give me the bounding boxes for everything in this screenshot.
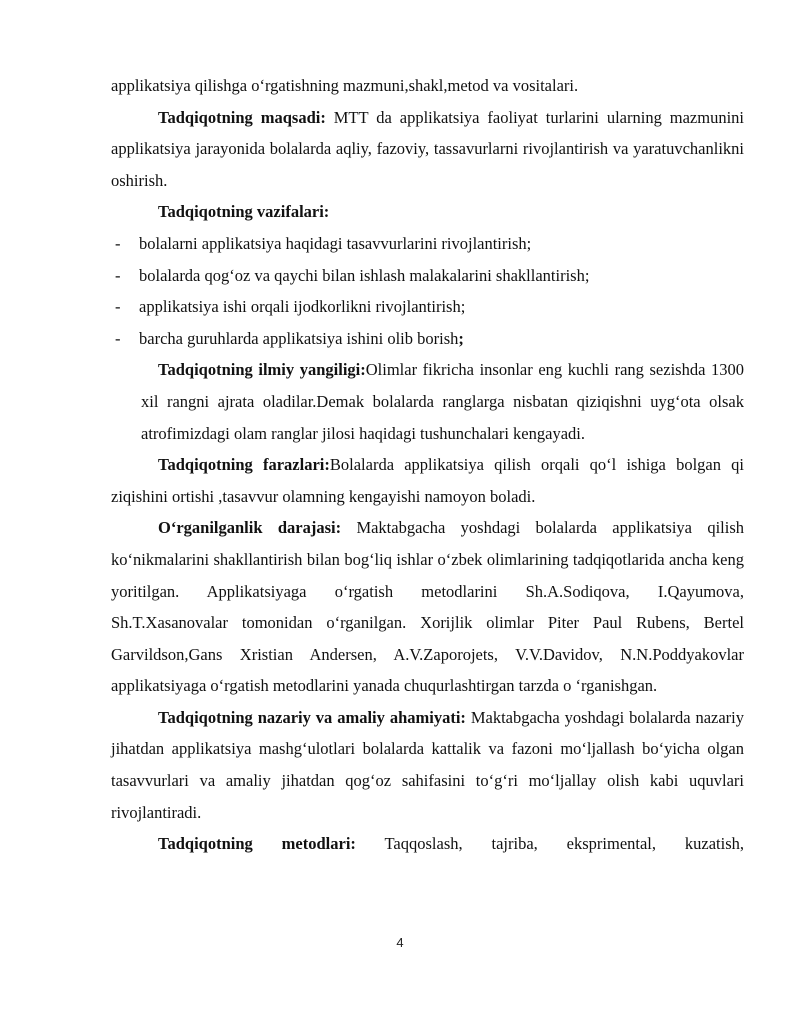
paragraph-methods: [111, 828, 744, 860]
section-label: O‘rganilganlik darajasi:: [158, 518, 342, 538]
paragraph-text: applikatsiya qilishga o‘rgatishning mazmuni,shakl,metod va vositalari.: [111, 76, 579, 95]
list-item-text: bolalarda qog‘oz va qaychi bilan ishlash malakalarini shakllantirish;: [139, 265, 590, 285]
list-item-text: applikatsiya ishi orqali ijodkorlikni rivojlantirish;: [139, 297, 466, 317]
paragraph-text: Maktabgacha yoshdagi bolalarda nazariy jihatdan applikatsiya mashg‘ulotlari bolalarda kattalik va fazoni mo‘ljallash bo‘yicha olgan tasavvurlari va amaliy jihatdan qog‘oz sahifasini to‘g‘ri mo‘ljallay olish kabi uquvlari rivojlantiradi.: [111, 707, 745, 822]
paragraph-text: Olimlar fikricha insonlar eng kuchli rang sezishda 1300 xil rangni ajrata oladilar.Demak bolalarda ranglarga nisbatan qiziqishni uyg‘ota olsak atrofimizdagi olam ranglar jilosi haqidagi tushunchalari kengayadi.: [141, 360, 744, 443]
dash-bullet: -: [115, 297, 121, 317]
paragraph-study-level: [111, 512, 744, 702]
section-label: Tadqiqotning maqsadi:: [158, 107, 326, 127]
paragraph-text: MTT da applikatsiya faoliyat turlarini ularning mazmunini applikatsiya jarayonida bolalarda aqliy, fazoviy, tassavurlarni rivojlantirish va yaratuvchanlikni oshirish.: [111, 107, 744, 190]
list-item-suffix: ;: [458, 328, 464, 348]
section-label: Tadqiqotning metodlari:: [158, 834, 356, 854]
section-label: Tadqiqotning ilmiy yangiligi:: [158, 360, 366, 380]
paragraph-tasks-heading: [111, 196, 744, 228]
paragraph-text: Maktabgacha yoshdagi bolalarda applikatsiya qilish ko‘nikmalarini shakllantirish bilan bog‘liq ishlar o‘zbek olimlarining tadqiqotlarida ancha keng yoritilgan. Applikatsiyaga o‘rgatish metodlarini Sh.A.Sodiqova, I.Qayumova, Sh.T.Xasanovalar tomonidan o‘rganilgan. Xorijlik olimlar Piter Paul Rubens, Bertel Garvildson,Gans Xristian Andersen, A.V.Zaporojets, V.V.Davidov, N.N.Poddyakovlar applikatsiyaga o‘rgatish metodlarini yanada chuqurlashtirgan tarzda o ‘rganishgan.: [111, 518, 745, 696]
paragraph-significance: [111, 702, 744, 828]
tasks-list: [111, 228, 744, 354]
list-item-text: barcha guruhlarda applikatsiya ishini olib borish: [139, 328, 459, 348]
paragraph-novelty: [111, 354, 744, 449]
list-item: [111, 323, 744, 355]
paragraph-intro: [111, 70, 744, 102]
paragraph-text: Taqqoslash, tajriba, eksprimental, kuzatish,: [355, 834, 744, 854]
document-page: [111, 70, 744, 860]
paragraph-text: Bolalarda applikatsiya qilish orqali qo‘l ishiga bolgan qi ziqishini ortishi ,tasavvur olamning kengayishi namoyon boladi.: [111, 455, 745, 506]
page-number: 4: [396, 935, 404, 950]
list-item: [111, 291, 744, 323]
dash-bullet: -: [115, 328, 121, 348]
section-label: Tadqiqotning vazifalari:: [158, 202, 330, 222]
paragraph-hypotheses: [111, 449, 744, 512]
section-label: Tadqiqotning farazlari:: [158, 455, 330, 475]
list-item: [111, 260, 744, 292]
paragraph-goal: [111, 102, 744, 197]
dash-bullet: -: [115, 233, 121, 253]
list-item-text: bolalarni applikatsiya haqidagi tasavvurlarini rivojlantirish;: [139, 233, 532, 253]
dash-bullet: -: [115, 265, 121, 285]
list-item: [111, 228, 744, 260]
section-label: Tadqiqotning nazariy va amaliy ahamiyati:: [158, 707, 466, 727]
